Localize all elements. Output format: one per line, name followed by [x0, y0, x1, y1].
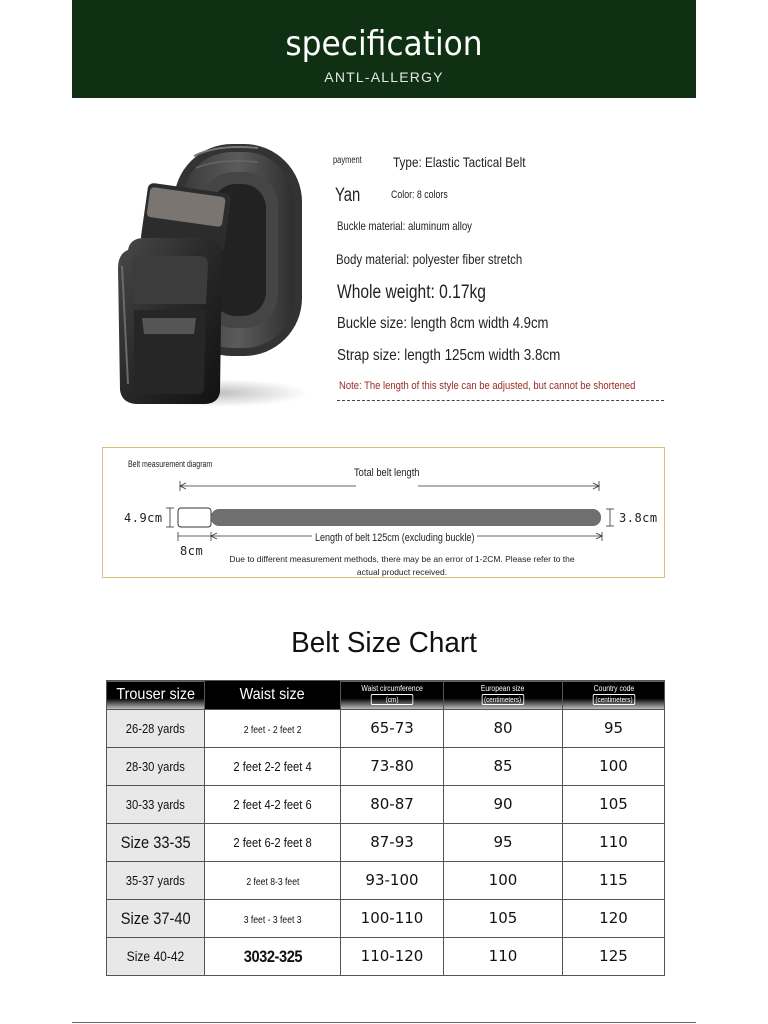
size-row: [107, 710, 665, 748]
trouser-size-cell: Size 37-40: [107, 900, 205, 938]
waist-size-cell: 2 feet - 2 feet 2: [205, 710, 341, 748]
header-country-code: Country code (centimeters): [563, 681, 665, 710]
country-code-cell: 95: [563, 710, 665, 748]
spec-buckle-size: Buckle size: length 8cm width 4.9cm: [337, 315, 549, 332]
size-chart-title: Belt Size Chart: [291, 627, 477, 659]
diagram-strap: [211, 509, 601, 526]
spec-divider: [337, 400, 664, 401]
spec-note: Note: The length of this style can be adjusted, but cannot be shortened: [339, 380, 636, 392]
size-chart-table: [106, 680, 665, 976]
circumference-cell: 87-93: [341, 824, 444, 862]
european-size-cell: 105: [444, 900, 563, 938]
header-waist-circumference: Waist circumference (cm): [341, 681, 444, 710]
bottom-divider: [72, 1022, 696, 1023]
trouser-size-cell: 26-28 yards: [107, 710, 205, 748]
circumference-cell: 73-80: [341, 748, 444, 786]
spec-color: Color: 8 colors: [391, 189, 448, 201]
trouser-size-cell: Size 40-42: [107, 938, 205, 976]
belt-product-image: [108, 138, 308, 410]
waist-size-cell: 2 feet 8-3 feet: [205, 862, 341, 900]
spec-body-material: Body material: polyester fiber stretch: [336, 251, 523, 267]
diagram-title: Belt measurement diagram: [128, 459, 213, 469]
spec-buckle-material: Buckle material: aluminum alloy: [337, 219, 472, 233]
country-code-cell: 105: [563, 786, 665, 824]
size-chart-header-row: [107, 681, 665, 710]
header-european-size: European size (centimeters): [444, 681, 563, 710]
size-row: [107, 862, 665, 900]
diagram-disclaimer: Due to different measurement methods, there may be an error of 1-2CM. Please refer to the actual product received.: [229, 554, 575, 577]
circumference-cell: 110-120: [341, 938, 444, 976]
size-row: [107, 786, 665, 824]
country-code-cell: 100: [563, 748, 665, 786]
diagram-strap-length: Length of belt 125cm (excluding buckle): [315, 532, 475, 544]
country-code-cell: 110: [563, 824, 665, 862]
circumference-cell: 93-100: [341, 862, 444, 900]
circumference-cell: 80-87: [341, 786, 444, 824]
trouser-size-cell: Size 33-35: [107, 824, 205, 862]
diagram-buckle-width: 4.9cm: [124, 511, 163, 525]
european-size-cell: 85: [444, 748, 563, 786]
european-size-cell: 80: [444, 710, 563, 748]
trouser-size-cell: 35-37 yards: [107, 862, 205, 900]
circumference-cell: 65-73: [341, 710, 444, 748]
header-waist-size: Waist size: [205, 681, 341, 710]
banner-title: specification: [285, 24, 483, 64]
waist-size-cell: 3 feet - 3 feet 3: [205, 900, 341, 938]
country-code-cell: 120: [563, 900, 665, 938]
header-trouser-size: Trouser size: [107, 681, 205, 710]
waist-size-cell: 3032-325: [205, 938, 341, 976]
size-row: [107, 824, 665, 862]
trouser-size-cell: 28-30 yards: [107, 748, 205, 786]
size-row: [107, 748, 665, 786]
european-size-cell: 100: [444, 862, 563, 900]
diagram-total-length: Total belt length: [354, 467, 420, 479]
banner-subtitle: ANTL-ALLERGY: [324, 69, 444, 85]
spec-banner: [72, 0, 696, 98]
trouser-size-cell: 30-33 yards: [107, 786, 205, 824]
diagram-buckle-length: 8cm: [180, 544, 204, 558]
waist-size-cell: 2 feet 2-2 feet 4: [205, 748, 341, 786]
size-row: [107, 900, 665, 938]
diagram-strap-width: 3.8cm: [619, 511, 658, 525]
european-size-cell: 110: [444, 938, 563, 976]
spec-strap-size: Strap size: length 125cm width 3.8cm: [337, 347, 561, 364]
size-row: [107, 938, 665, 976]
spec-weight: Whole weight: 0.17kg: [337, 282, 486, 303]
waist-size-cell: 2 feet 6-2 feet 8: [205, 824, 341, 862]
european-size-cell: 95: [444, 824, 563, 862]
spec-type: Type: Elastic Tactical Belt: [393, 154, 526, 170]
circumference-cell: 100-110: [341, 900, 444, 938]
country-code-cell: 125: [563, 938, 665, 976]
european-size-cell: 90: [444, 786, 563, 824]
waist-size-cell: 2 feet 4-2 feet 6: [205, 786, 341, 824]
spec-payment: payment: [333, 155, 362, 166]
country-code-cell: 115: [563, 862, 665, 900]
spec-yan: Yan: [335, 185, 361, 206]
